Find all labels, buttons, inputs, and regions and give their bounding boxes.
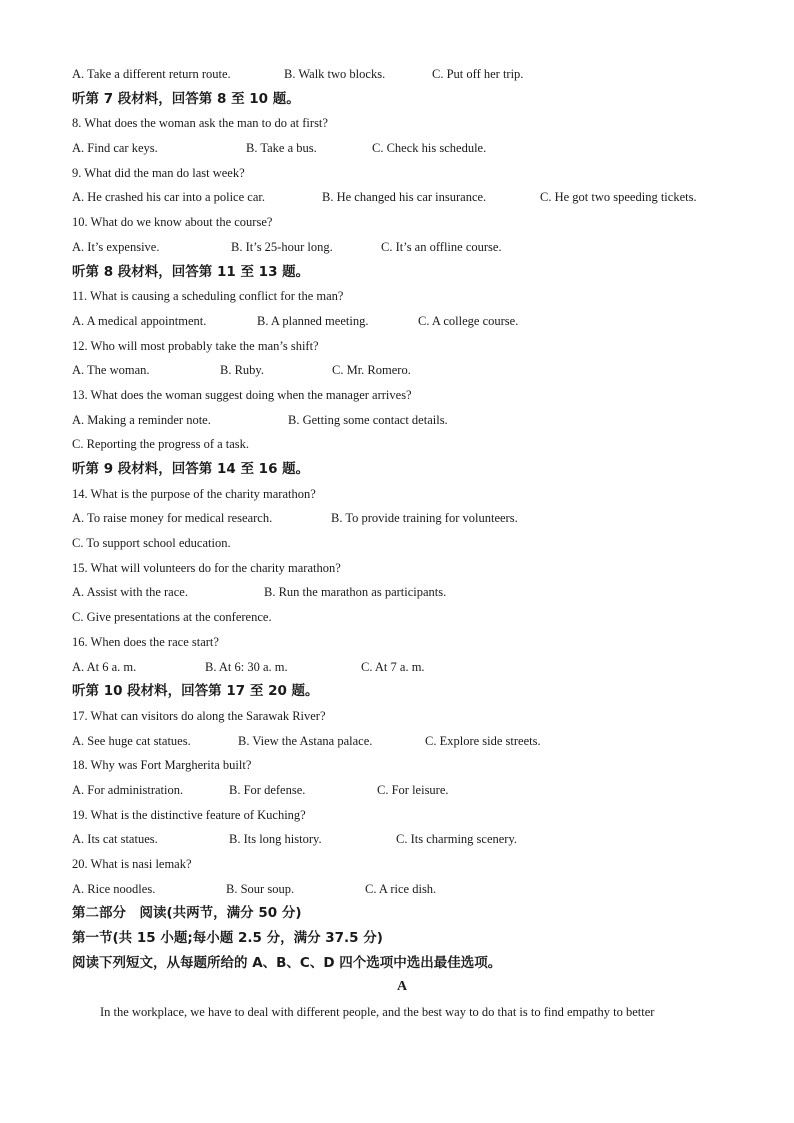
option-item: A. Its cat statues.	[72, 832, 158, 847]
option-row	[72, 309, 732, 334]
option-item: B. For defense.	[229, 782, 306, 797]
question-text: 16. When does the race start?	[72, 634, 219, 649]
option-row	[72, 778, 732, 803]
option-item: C. Check his schedule.	[372, 141, 487, 156]
section-heading: 听第 8 段材料，回答第 11 至 13 题。	[72, 263, 310, 280]
question-text: 9. What did the man do last week?	[72, 165, 245, 180]
question-text: 17. What can visitors do along the Sarawak River?	[72, 708, 326, 723]
option-row	[72, 408, 732, 433]
option-row	[72, 580, 732, 605]
question-text: C. To support school education.	[72, 536, 231, 551]
option-row	[72, 185, 732, 210]
option-item: A. Find car keys.	[72, 141, 158, 156]
question-text: 15. What will volunteers do for the charity marathon?	[72, 560, 341, 575]
passage-title: A	[396, 979, 408, 995]
exam-page	[72, 62, 732, 1025]
option-item: B. A planned meeting.	[257, 313, 369, 328]
option-row	[72, 136, 732, 161]
section-heading: 听第 9 段材料，回答第 14 至 16 题。	[72, 461, 310, 477]
option-row	[72, 827, 732, 852]
question-text: 10. What do we know about the course?	[72, 215, 273, 230]
question-text: C. Reporting the progress of a task.	[72, 437, 250, 452]
option-item: A. Assist with the race.	[72, 585, 188, 600]
question-text: 13. What does the woman suggest doing when the manager arrives?	[72, 387, 412, 402]
option-item: B. At 6: 30 a. m.	[205, 659, 288, 674]
section-heading: 阅读下列短文，从每题所给的 A、B、C、D 四个选项中选出最佳选项。	[72, 954, 502, 971]
option-item: B. Sour soup.	[226, 881, 295, 896]
option-item: A. At 6 a. m.	[72, 659, 137, 674]
option-item: A. A medical appointment.	[72, 313, 207, 328]
option-item: A. Take a different return route.	[72, 67, 231, 81]
option-row	[72, 655, 732, 680]
option-item: B. To provide training for volunteers.	[331, 511, 518, 526]
option-item: A. To raise money for medical research.	[72, 511, 273, 526]
option-item: B. It’s 25-hour long.	[231, 239, 333, 254]
option-item: B. Ruby.	[220, 363, 264, 378]
option-row	[72, 506, 732, 531]
option-item: C. A rice dish.	[365, 881, 437, 896]
option-item: B. View the Astana palace.	[238, 733, 373, 748]
question-text: 8. What does the woman ask the man to do at first?	[72, 116, 328, 131]
option-item: C. A college course.	[418, 313, 519, 328]
question-text: C. Give presentations at the conference.	[72, 610, 272, 625]
question-text: 20. What is nasi lemak?	[72, 857, 192, 871]
option-row	[72, 358, 732, 383]
question-text: 11. What is causing a scheduling conflict for the man?	[72, 289, 344, 304]
option-item: C. He got two speeding tickets.	[540, 190, 697, 205]
option-item: B. Take a bus.	[246, 141, 317, 156]
option-row	[72, 235, 732, 260]
option-item: C. Explore side streets.	[425, 733, 541, 748]
question-text: 12. Who will most probably take the man’s shift?	[72, 338, 319, 353]
option-row	[72, 729, 732, 754]
option-item: C. It’s an offline course.	[381, 239, 502, 254]
option-item: B. Run the marathon as participants.	[264, 585, 447, 600]
option-item: C. Its charming scenery.	[396, 832, 518, 847]
section-heading: 第二部分 阅读(共两节，满分 50 分)	[72, 905, 302, 922]
option-item: C. Mr. Romero.	[332, 363, 411, 378]
option-item: A. The woman.	[72, 363, 150, 378]
option-item: B. Its long history.	[229, 832, 322, 847]
option-item: A. It’s expensive.	[72, 239, 160, 254]
section-heading: 第一节(共 15 小题;每小题 2.5 分，满分 37.5 分)	[72, 930, 383, 947]
question-text: 18. Why was Fort Margherita built?	[72, 758, 252, 773]
option-item: C. At 7 a. m.	[361, 659, 425, 674]
option-item: A. For administration.	[72, 782, 184, 797]
option-item: A. Rice noodles.	[72, 881, 156, 896]
option-item: B. Walk two blocks.	[284, 67, 386, 81]
question-text: 19. What is the distinctive feature of Kuching?	[72, 807, 306, 822]
option-item: C. For leisure.	[377, 782, 449, 797]
section-heading: 听第 10 段材料，回答第 17 至 20 题。	[72, 683, 319, 700]
option-item: B. He changed his car insurance.	[322, 190, 487, 205]
option-row	[72, 62, 732, 87]
option-item: A. Making a reminder note.	[72, 412, 211, 427]
passage-text: In the workplace, we have to deal with different people, and the best way to do that is to find empathy to better	[100, 1005, 655, 1020]
option-item: C. Put off her trip.	[432, 67, 524, 81]
section-heading: 听第 7 段材料，回答第 8 至 10 题。	[72, 90, 300, 107]
option-row	[72, 877, 732, 902]
option-item: B. Getting some contact details.	[288, 412, 448, 427]
option-item: A. See huge cat statues.	[72, 733, 191, 748]
question-text: 14. What is the purpose of the charity marathon?	[72, 486, 316, 501]
option-item: A. He crashed his car into a police car.	[72, 190, 265, 205]
